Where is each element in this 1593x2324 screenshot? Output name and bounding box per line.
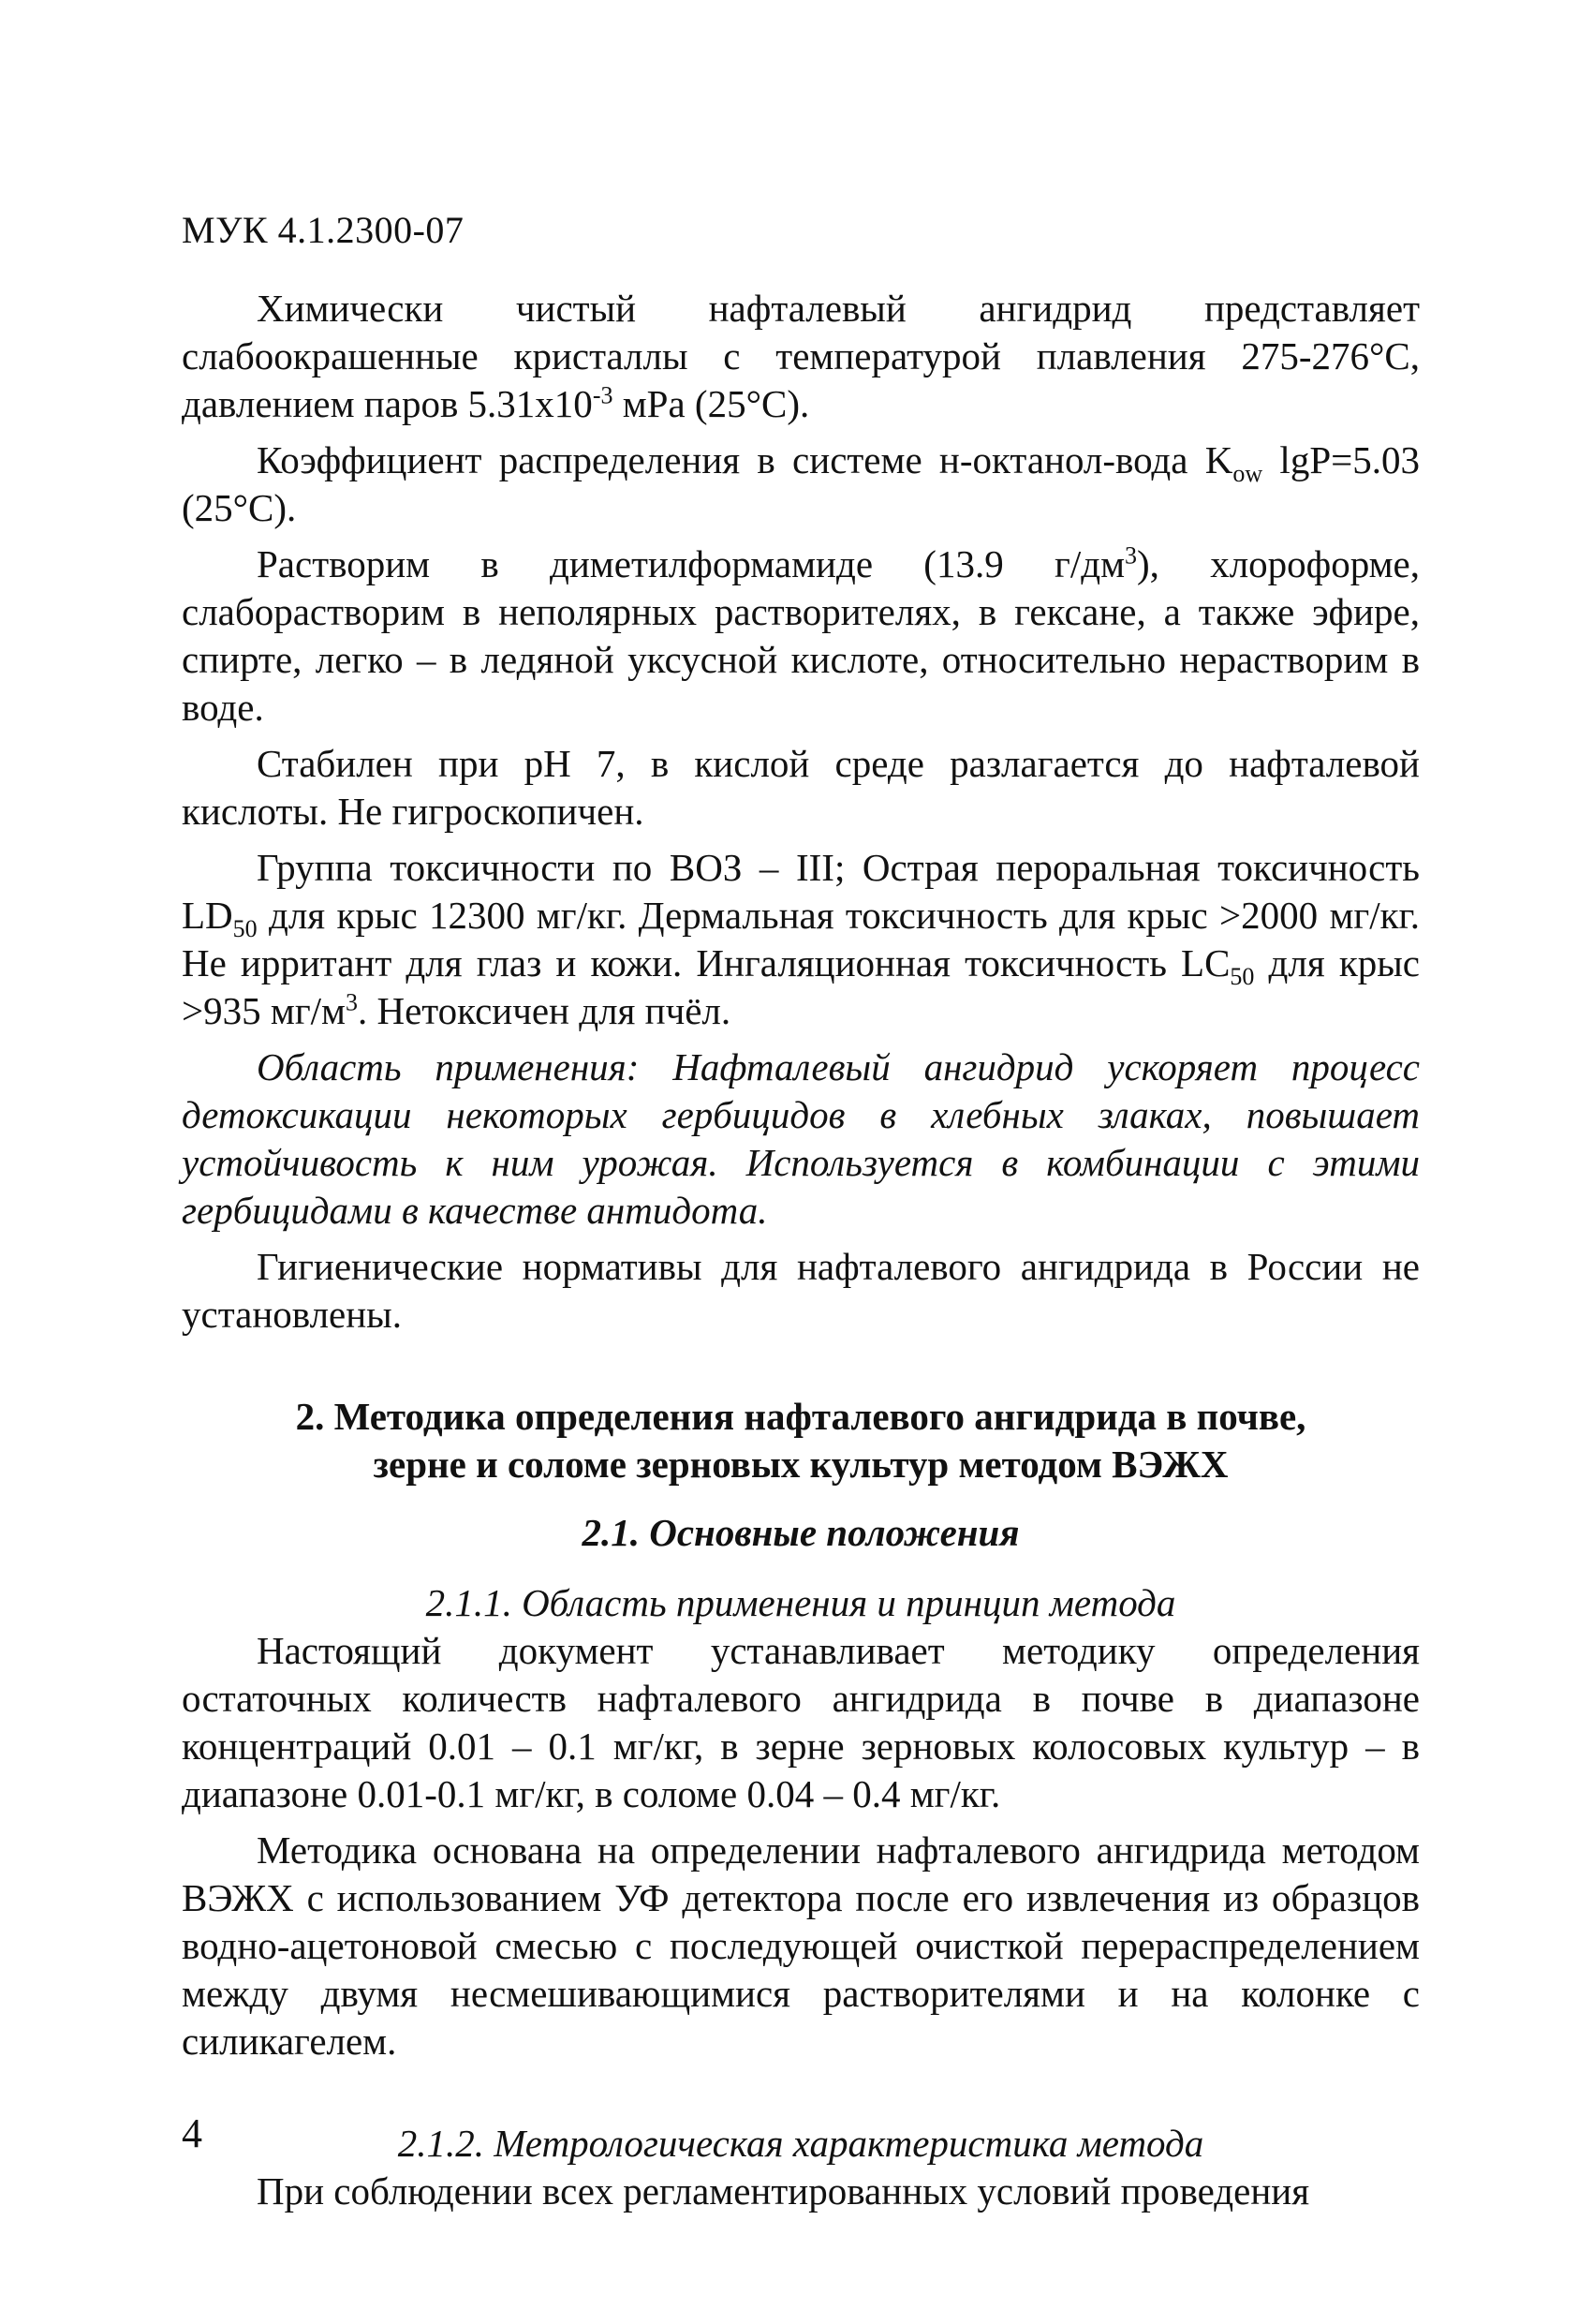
paragraph-application-area: Область применения: Нафталевый ангидрид ускоряет процесс детоксикации некоторых гербицидов в хлебных злаках, повышает устойчивость к ним урожая. Используется в комбинации с этими гербицидами в качестве антидота.: [182, 1045, 1420, 1232]
paragraph-partition-coefficient: Коэффициент распределения в системе н-октанол-вода $K_{ow}$ lgP=5.03 (25°С).: [182, 438, 1420, 529]
exponent: 3: [345, 988, 358, 1016]
exponent: -3: [592, 381, 613, 409]
page-content: [182, 208, 1420, 2224]
exponent: 3: [1125, 541, 1138, 570]
subscript: 50: [1230, 963, 1255, 991]
subsection-title-2-1-2: 2.1.2. Метрологическая характеристика метода: [397, 2122, 1204, 2165]
paragraph-physical-properties: Химически чистый нафталевый ангидрид представляет слабоокрашенные кристаллы с температурой плавления 275-276°С, давлением паров $5.31x10^{-3}$ мРа (25°С).: [182, 287, 1420, 425]
paragraph-scope: Настоящий документ устанавливает методику определения остаточных количеств нафталевого ангидрида в почве в диапазоне концентраций 0.01 – 0.1 мг/кг, в зерне зерновых колосовых культур – в диапазоне 0.01-0.1 мг/кг, в соломе 0.04 – 0.4 мг/кг.: [182, 1629, 1420, 1815]
paragraph-toxicity: Группа токсичности по ВОЗ – III; Острая пероральная токсичность $LD_{50}$ для крыс 12300 мг/кг. Дермальная токсичность для крыс >2000 мг/кг. Не ирритант для глаз и кожи. Ингаляционная токсичность $LC_{50}$ для крыс >935 $мг/м^3$. Нетоксичен для пчёл.: [182, 846, 1420, 1032]
paragraph-method-basis: Методика основана на определении нафталевого ангидрида методом ВЭЖХ с использованием УФ детектора после его извлечения из образцов водно-ацетоновой смесью с последующей очисткой перераспределением между двумя несмешивающимися растворителями и на колонке с силикагелем.: [182, 1828, 1420, 2063]
subsection-title-2-1: 2.1. Основные положения: [582, 1511, 1020, 1554]
page-number: 4: [182, 2110, 202, 2156]
paragraph-conditions: При соблюдении всех регламентированных условий проведения: [257, 2169, 1310, 2213]
subsection-title-2-1-1: 2.1.1. Область применения и принцип метода: [425, 1581, 1176, 1624]
paragraph-solubility: Растворим в диметилформамиде (13.9 $г/дм^3$), хлороформе, слаборастворим в неполярных растворителях, в гексане, а также эфире, спирте, легко – в ледяной уксусной кислоте, относительно нерастворим в воде.: [182, 541, 1421, 729]
paragraph-stability: Стабилен при pH 7, в кислой среде разлагается до нафталевой кислоты. Не гигроскопичен.: [182, 742, 1420, 833]
subscript: ow: [1232, 460, 1263, 488]
document-code: МУК 4.1.2300-07: [182, 209, 465, 251]
section-title: 2. Методика определения нафталевого ангидрида в почве, зерне и соломе зерновых культур методом ВЭЖХ: [295, 1395, 1306, 1486]
paragraph-hygiene-norms: Гигиенические нормативы для нафталевого ангидрида в России не установлены.: [182, 1245, 1420, 1336]
subscript: 50: [232, 915, 258, 943]
